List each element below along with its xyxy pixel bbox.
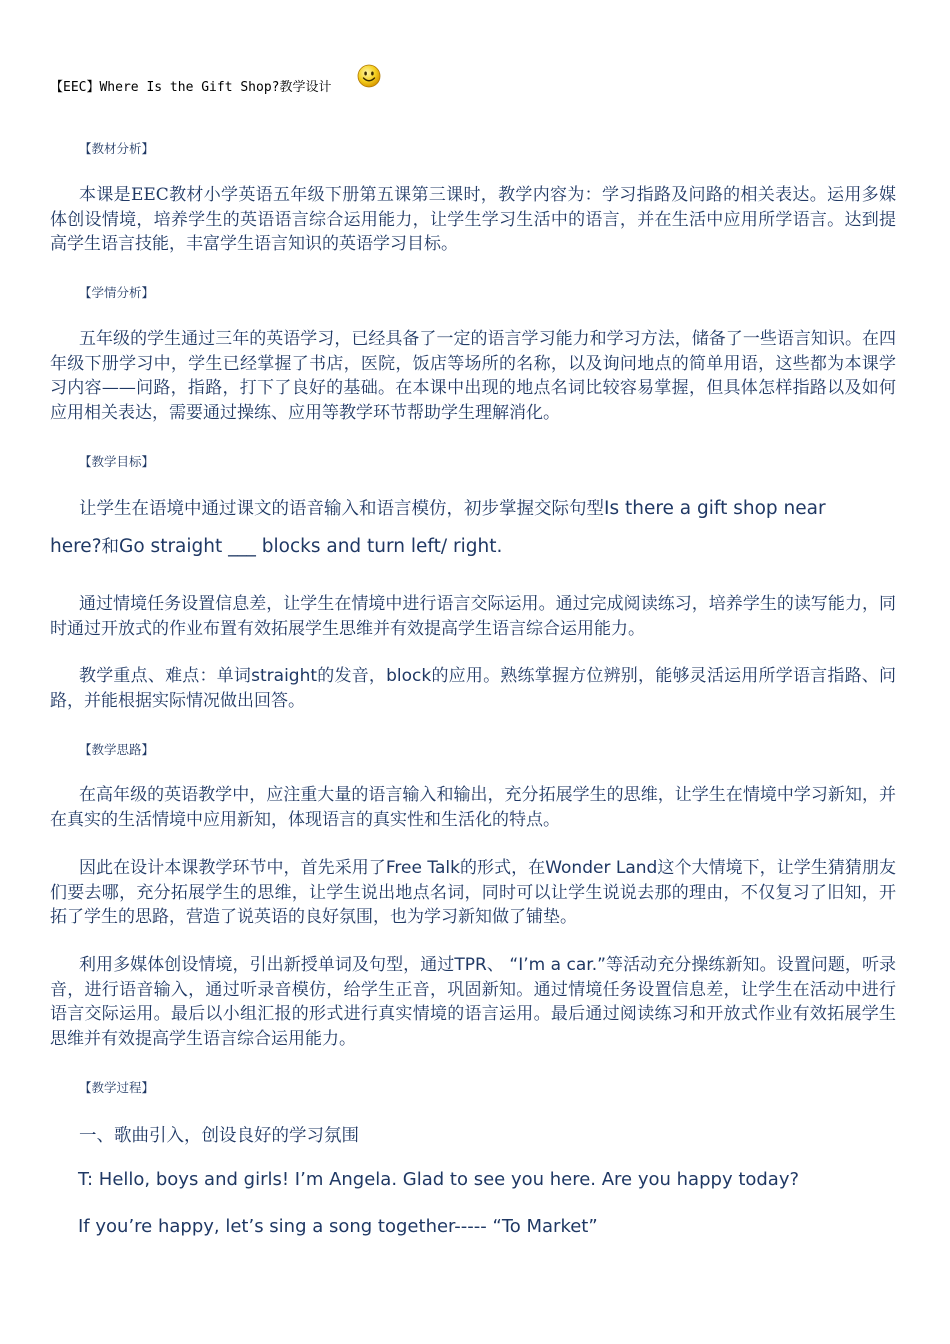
ideas2-cn-2: 的形式，在 <box>459 858 546 878</box>
key-en-1: straight <box>251 666 318 686</box>
key-cn-2: 的发音， <box>317 666 387 686</box>
goals-line-2-en1: here? <box>50 536 102 557</box>
students-paragraph: 五年级的学生通过三年的英语学习，已经具备了一定的语言学习能力和学习方法，储备了一些语言知识。在四年级下册学习中，学生已经掌握了书店，医院，饭店等场所的名称，以及询问地点的简单用语，这些都为本课学习内容——问路，指路，打下了良好的基础。在本课中出现的地点名词比较容易掌握，但具体怎样指路以及如何应用相关表达，需要通过操练、应用等教学环节帮助学生理解消化。 <box>50 329 896 423</box>
smiley-face-icon <box>357 64 381 88</box>
section-heading-students: 【学情分析】 <box>79 285 155 300</box>
goals-line-1 <box>79 495 826 520</box>
goals-line-1-cn: 让学生在语境中通过课文的语音输入和语言模仿，初步掌握交际句型 <box>79 499 604 519</box>
goals-line-2-en2: Go straight ___ blocks and turn left/ right. <box>119 536 503 557</box>
document-title: 【EEC】Where Is the Gift Shop?教学设计 <box>50 80 332 95</box>
ideas3-en-1: TPR、 “I’m a car.” <box>454 955 606 975</box>
section-heading-process: 【教学过程】 <box>79 1080 155 1095</box>
goals-line-2-cn: 和 <box>101 537 120 557</box>
key-cn-1: 教学重点、难点：单词 <box>79 666 252 686</box>
ideas-paragraph-2 <box>50 856 896 930</box>
ideas-paragraph-1: 在高年级的英语教学中，应注重大量的语言输入和输出，充分拓展学生的思维，让学生在情境中学习新知，并在真实的生活情境中应用新知，体现语言的真实性和生活化的特点。 <box>50 785 896 830</box>
ideas2-cn-3: 这个大情境下，让学生猜猜朋友们要去哪，充分拓展学生的思维，让学生说出地点名词，同时可以让学生说说去那的理由，不仅复习了旧知，开拓了学生的思路，营造了说英语的良好氛围，也为学习新知做了铺垫。 <box>50 858 897 927</box>
process-step-1: 一、歌曲引入，创设良好的学习氛围 <box>79 1126 359 1146</box>
section-heading-analysis: 【教材分析】 <box>79 141 155 156</box>
ideas-paragraph-3 <box>50 953 896 1051</box>
ideas3-cn-1: 利用多媒体创设情境，引出新授单词及句型，通过 <box>79 955 455 975</box>
dialog-line-2: If you’re happy, let’s sing a song together----- “To Market” <box>78 1216 598 1237</box>
section-heading-ideas: 【教学思路】 <box>79 742 155 757</box>
goals-line-1-en: Is there a gift shop near <box>604 498 826 519</box>
section-heading-goals: 【教学目标】 <box>79 454 155 469</box>
ideas2-en-2: Wonder Land <box>545 858 658 878</box>
ideas2-en-1: Free Talk <box>385 858 460 878</box>
ideas2-cn-1: 因此在设计本课教学环节中，首先采用了 <box>79 858 386 878</box>
dialog-line-1: T: Hello, boys and girls! I’m Angela. Glad to see you here. Are you happy today? <box>78 1169 800 1190</box>
key-en-2: block <box>386 666 432 686</box>
goals-paragraph-2: 通过情境任务设置信息差，让学生在情境中进行语言交际运用。通过完成阅读练习，培养学生的读写能力，同时通过开放式的作业布置有效拓展学生思维并有效提高学生语言综合运用能力。 <box>50 594 896 639</box>
goals-line-2 <box>50 533 502 558</box>
ideas3-cn-2: 等活动充分操练新知。设置问题，听录音，进行语音输入，通过听录音模仿，给学生正音，巩固新知。通过情境任务设置信息差，让学生在活动中进行语言交际运用。最后以小组汇报的形式进行真实情境的语言运用。最后通过阅读练习和开放式作业有效拓展学生思维并有效提高学生语言综合运用能力。 <box>50 955 897 1049</box>
key-points-paragraph <box>50 664 896 713</box>
key-cn-3: 的应用。熟练掌握方位辨别，能够灵活运用所学语言指路、问路，并能根据实际情况做出回答。 <box>50 666 897 711</box>
analysis-paragraph: 本课是EEC教材小学英语五年级下册第五课第三课时，教学内容为：学习指路及问路的相关表达。运用多媒体创设情境，培养学生的英语语言综合运用能力，让学生学习生活中的语言，并在生活中应用所学语言。达到提高学生语言技能，丰富学生语言知识的英语学习目标。 <box>50 185 896 254</box>
